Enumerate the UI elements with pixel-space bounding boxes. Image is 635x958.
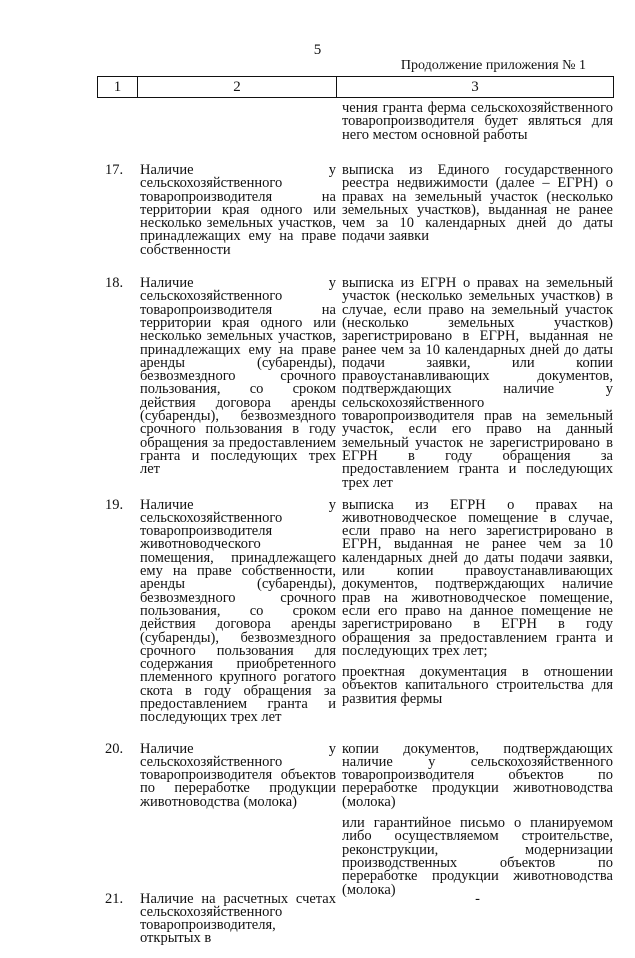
row-criterion: Наличие у сельскохозяйственного товаропроизводителя животноводческого помещения, принадлежащего ему на праве собственности, аренды (субаренды), безвозмездного срочного пользования, со сроком действия договора аренды (субаренды), безвозмездного срочного пользования для содержания приобретенного племенного крупного рогатого скота в году обращения за предоставлением гранта и последующих трех лет xyxy=(140,496,336,726)
continuation-label: Продолжение приложения № 1 xyxy=(400,58,586,73)
header-col-1: 1 xyxy=(98,77,138,97)
row-documents xyxy=(342,496,613,707)
row-number: 20. xyxy=(105,740,124,757)
document-text: проектная документация в отношении объектов капитального строительства для развития фермы xyxy=(342,664,613,707)
table-row xyxy=(0,740,635,898)
table-body xyxy=(0,102,635,958)
row-number: 18. xyxy=(105,275,124,292)
row-documents xyxy=(342,164,613,244)
carryover-row xyxy=(0,102,635,142)
row-number: 19. xyxy=(105,496,124,513)
table-row xyxy=(0,275,635,491)
row-number: 21. xyxy=(105,890,124,907)
document-text: копии документов, подтверждающих наличие у сельскохозяйственного товаропроизводителя объектов по переработке продукции животноводства (молока) xyxy=(342,740,613,810)
row-documents xyxy=(342,740,613,898)
table-row xyxy=(0,890,635,947)
row-criterion: Наличие у сельскохозяйственного товаропроизводителя на территории края одного или несколько земельных участков, принадлежащих ему на праве собственности xyxy=(140,162,336,258)
document-text: выписка из ЕГРН о правах на земельный участок (несколько земельных участков) в случае, если право на земельный участок (несколько земельных участков) зарегистрировано в ЕГРН, выданная не ранее чем за 10 календарных дней до даты подачи заявки, или копии правоустанавливающих документов, подтверждающих наличие у сельскохозяйственного товаропроизводителя прав на земельный участок, если его право на данный земельный участок не зарегистрировано в ЕГРН в году обращения за предоставлением гранта и последующих трех лет xyxy=(342,275,613,491)
row-criterion: Наличие на расчетных счетах сельскохозяйственного товаропроизводителя, открытых в xyxy=(140,890,336,947)
row-criterion: Наличие у сельскохозяйственного товаропроизводителя объектов по переработке продукции животноводства (молока) xyxy=(140,740,336,810)
carryover-text xyxy=(342,102,613,142)
document-text: - xyxy=(475,890,480,907)
header-col-3: 3 xyxy=(471,78,479,95)
table-row xyxy=(0,164,635,257)
table-header xyxy=(97,76,614,98)
document-text: чения гранта ферма сельскохозяйственного товаропроизводителя будет являться для него местом основной работы xyxy=(342,100,613,143)
document-text: выписка из Единого государственного реестра недвижимости (далее – ЕГРН) о правах на земельный участок (несколько земельных участков), выданная не ранее чем за 10 календарных дней до даты подачи заявки xyxy=(342,162,613,245)
document-text: выписка из ЕГРН о правах на животноводческое помещение в случае, если право на него зарегистрировано в ЕГРН, выданная не ранее чем за 10 календарных дней до даты подачи заявки, или копии правоустанавливающих документов, подтверждающих наличие прав на животноводческое помещение, если его право на данное помещение не зарегистрировано в ЕГРН в году обращения за предоставлением гранта и последующих трех лет; xyxy=(342,496,613,659)
header-col-2: 2 xyxy=(138,77,337,97)
table-row xyxy=(0,496,635,726)
row-documents xyxy=(342,890,613,907)
row-number: 17. xyxy=(105,162,124,178)
document-text: или гарантийное письмо о планируемом либо осуществляемом строительстве, реконструкции, модернизации производственных объектов по переработке продукции животноводства (молока) xyxy=(342,815,613,898)
page-number: 5 xyxy=(313,42,322,58)
row-criterion: Наличие у сельскохозяйственного товаропроизводителя на территории края одного или несколько земельных участков, принадлежащих ему на праве аренды (субаренды), безвозмездного срочного пользования, со сроком действия договора аренды (субаренды), безвозмездного срочного пользования в году обращения за предоставлением гранта и последующих трех лет xyxy=(140,275,336,478)
row-documents xyxy=(342,277,613,490)
